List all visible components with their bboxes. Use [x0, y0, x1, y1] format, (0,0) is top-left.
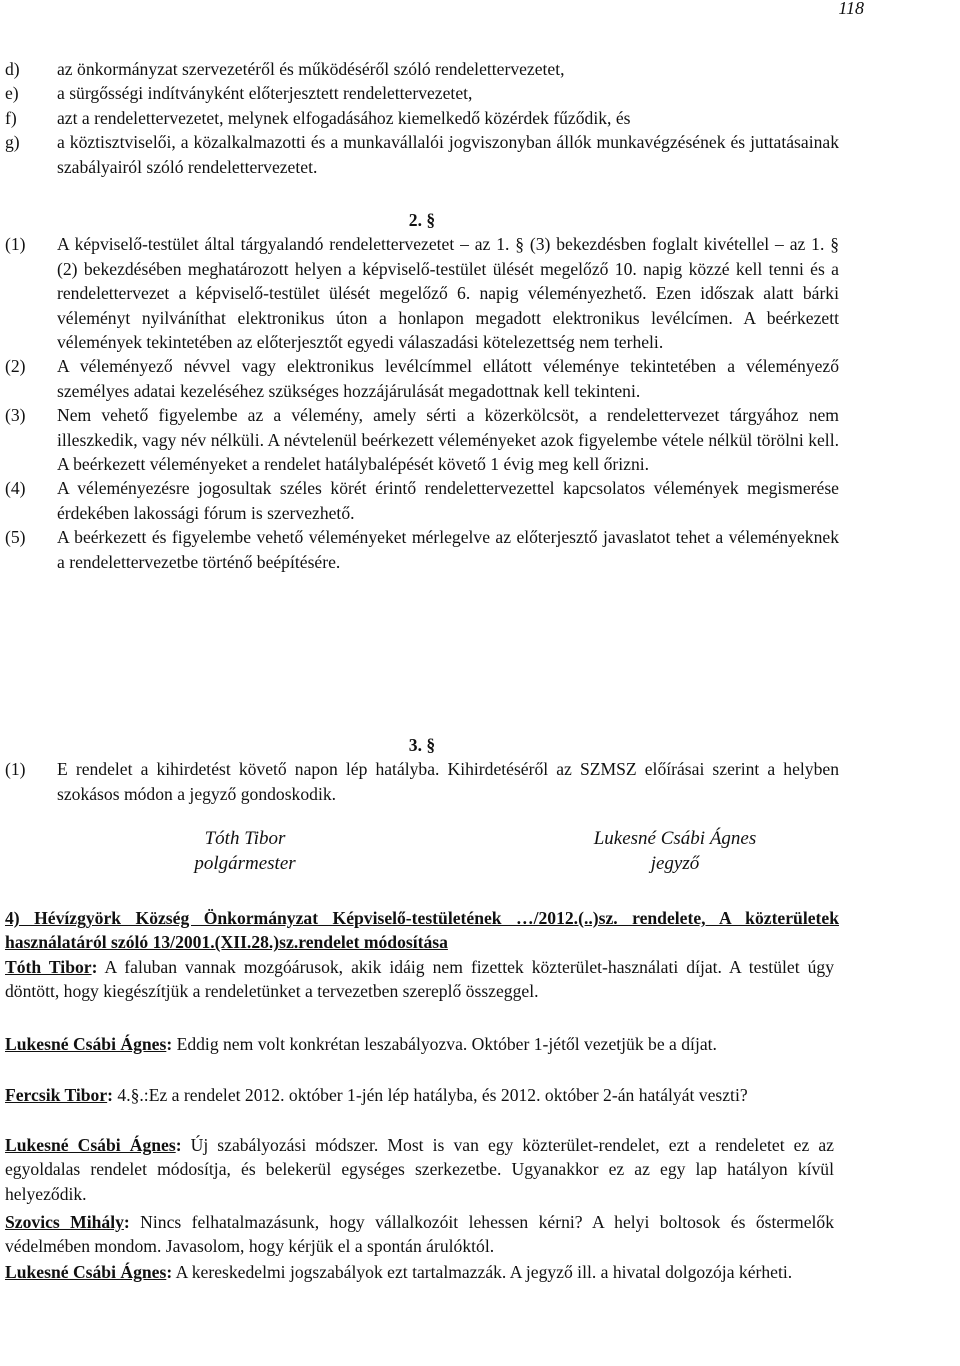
- discussion-entry: [5, 955, 834, 1004]
- paragraph-text: A beérkezett és figyelembe vehető véleményeket mérlegelve az előterjesztő javaslatot tehet a véleményeknek a rendelettervezetbe történő beépítésére.: [57, 527, 839, 572]
- section-3: [5, 733, 839, 806]
- speaker-colon: :: [166, 1262, 173, 1282]
- speaker-text: 4.§.:Ez a rendelet 2012. október 1-jén lép hatályba, és 2012. október 2-án hatályát veszti?: [113, 1085, 748, 1105]
- speaker-colon: :: [91, 957, 98, 977]
- speaker-colon: :: [166, 1034, 173, 1054]
- list-item-label: e): [5, 83, 19, 104]
- paragraph-label: (2): [5, 356, 26, 377]
- section-heading: 3. §: [408, 735, 436, 755]
- signatures: [115, 826, 805, 876]
- list-item: [5, 57, 839, 81]
- speaker-text: Új szabályozási módszer. Most is van egy közterület-rendelet, ezt a rendeletet ez az egyoldalas rendelet módosítja, és belekerül egységes szerkezetbe. Ugyanakkor ez az egy lap hatályon kívül helyeződik.: [5, 1135, 834, 1204]
- speaker-name: Lukesné Csábi Ágnes: [5, 1262, 167, 1282]
- agenda-item-title: [5, 906, 839, 955]
- list-item-text: a köztisztviselői, a közalkalmazotti és a munkavállalói jogviszonyban állók munkavégzésének és juttatásainak szabályairól szóló rendelettervezetet.: [57, 132, 839, 177]
- speaker-name: Tóth Tibor: [5, 957, 92, 977]
- list-item-text: az önkormányzat szervezetéről és működéséről szóló rendelettervezetet,: [57, 59, 565, 79]
- discussion-entry: [5, 1133, 834, 1206]
- page-number: 118: [838, 0, 864, 18]
- discussion-entry: [5, 1083, 834, 1107]
- speaker-colon: :: [123, 1212, 130, 1232]
- paragraph: [5, 354, 839, 403]
- discussion-entry: [5, 1032, 834, 1056]
- paragraph-label: (5): [5, 527, 26, 548]
- section-heading: 2. §: [408, 210, 436, 230]
- list-item: [5, 106, 839, 130]
- paragraph: [5, 476, 839, 525]
- speaker-name: Fercsik Tibor: [5, 1085, 108, 1105]
- discussion-entry: [5, 1260, 834, 1284]
- signature-notary: [545, 826, 805, 876]
- paragraph-label: (3): [5, 405, 26, 426]
- list-item-text: a sürgősségi indítványként előterjesztett rendelettervezetet,: [57, 83, 473, 104]
- paragraph: [5, 232, 839, 354]
- list-item-label: f): [5, 107, 17, 128]
- speaker-name: Szovics Mihály: [5, 1212, 124, 1232]
- signature-role: polgármester: [194, 853, 296, 874]
- speaker-text: A kereskedelmi jogszabályok ezt tartalmazzák. A jegyző ill. a hivatal dolgozója kérheti.: [172, 1262, 793, 1282]
- agenda-item-title-text: 4) Hévízgyörk Község Önkormányzat Képviselő-testületének …/2012.(..)sz. rendelete, A közterületek használatáról szóló 13/2001.(XII.28.)sz.rendelet módosítása: [5, 908, 839, 953]
- speaker-text: Nincs felhatalmazásunk, hogy vállalkozóit lehessen kérni? A helyi boltosok és őstermelők védelmében mondom. Javasolom, hogy kérjük el a spontán árulóktól.: [5, 1212, 835, 1257]
- list-item: [5, 130, 839, 179]
- speaker-text: A faluban vannak mozgóárusok, akik idáig nem fizettek közterület-használati díjat. A testület úgy döntött, hogy kiegészítjük a rendeletünket a tervezetben szereplő összeggel.: [5, 957, 834, 1002]
- paragraph: [5, 525, 839, 574]
- speaker-colon: :: [175, 1135, 182, 1155]
- list-item-label: g): [5, 132, 20, 153]
- list-items: [5, 57, 839, 179]
- speaker-name: Lukesné Csábi Ágnes: [5, 1034, 167, 1054]
- paragraph-text: A véleményezésre jogosultak széles körét érintő rendelettervezettel kapcsolatos vélemények megismerése érdekében lakossági fórum is szervezhető.: [57, 478, 839, 523]
- signature-mayor: [115, 826, 375, 876]
- signature-name: Tóth Tibor: [204, 828, 286, 849]
- list-item-label: d): [5, 59, 20, 79]
- paragraph-text: E rendelet a kihirdetést követő napon lép hatályba. Kihirdetéséről az SZMSZ előírásai szerint a helyben szokásos módon a jegyző gondoskodik.: [57, 759, 839, 804]
- paragraph: [5, 403, 839, 476]
- paragraph: [5, 757, 839, 806]
- paragraph-label: (1): [5, 759, 26, 780]
- speaker-colon: :: [107, 1085, 114, 1105]
- paragraph-text: Nem vehető figyelembe az a vélemény, amely sérti a közerkölcsöt, a rendelettervezet tárgyához nem illeszkedik, vagy név nélküli. A névtelenül beérkezett véleményeket azok figyelembe vétele nélkül törölni kell. A beérkezett véleményeket a rendelet hatálybalépését követő 1 évig meg kell őrizni.: [57, 405, 839, 475]
- list-item: [5, 81, 839, 105]
- paragraph-label: (1): [5, 234, 26, 255]
- signature-name: Lukesné Csábi Ágnes: [593, 828, 757, 849]
- signature-role: jegyző: [650, 853, 700, 874]
- paragraph-text: A véleményező névvel vagy elektronikus levélcímmel ellátott véleménye tekintetében a véleményező személyes adatai kezeléséhez szükséges hozzájárulását megadottnak kell tekinteni.: [57, 356, 839, 401]
- paragraph-text: A képviselő-testület által tárgyalandó rendelettervezetet – az 1. § (3) bekezdésben foglalt kivétellel – az 1. § (2) bekezdésében meghatározott helyen a képviselő-testület ülését megelőző 10. napig közzé kell tenni és a rendelettervezet a képviselő-testület ülését megelőző 6. napig véleményezhető. Ezen időszak alatt bárki véleményt nyilváníthat elektronikus úton a honlapon megadott elektronikus levélcímen. A beérkezett vélemények tekintetében az előterjesztőt egyedi válaszadási kötelezettség nem terheli.: [57, 234, 839, 353]
- list-item-text: azt a rendelettervezetet, melynek elfogadásához kiemelkedő közérdek fűződik, és: [57, 107, 631, 128]
- speaker-name: Lukesné Csábi Ágnes: [5, 1135, 176, 1155]
- discussion-entry: [5, 1210, 834, 1259]
- paragraph-label: (4): [5, 478, 26, 499]
- speaker-text: Eddig nem volt konkrétan leszabályozva. Október 1-jétől vezetjük be a díjat.: [172, 1034, 717, 1054]
- section-2: [5, 208, 839, 574]
